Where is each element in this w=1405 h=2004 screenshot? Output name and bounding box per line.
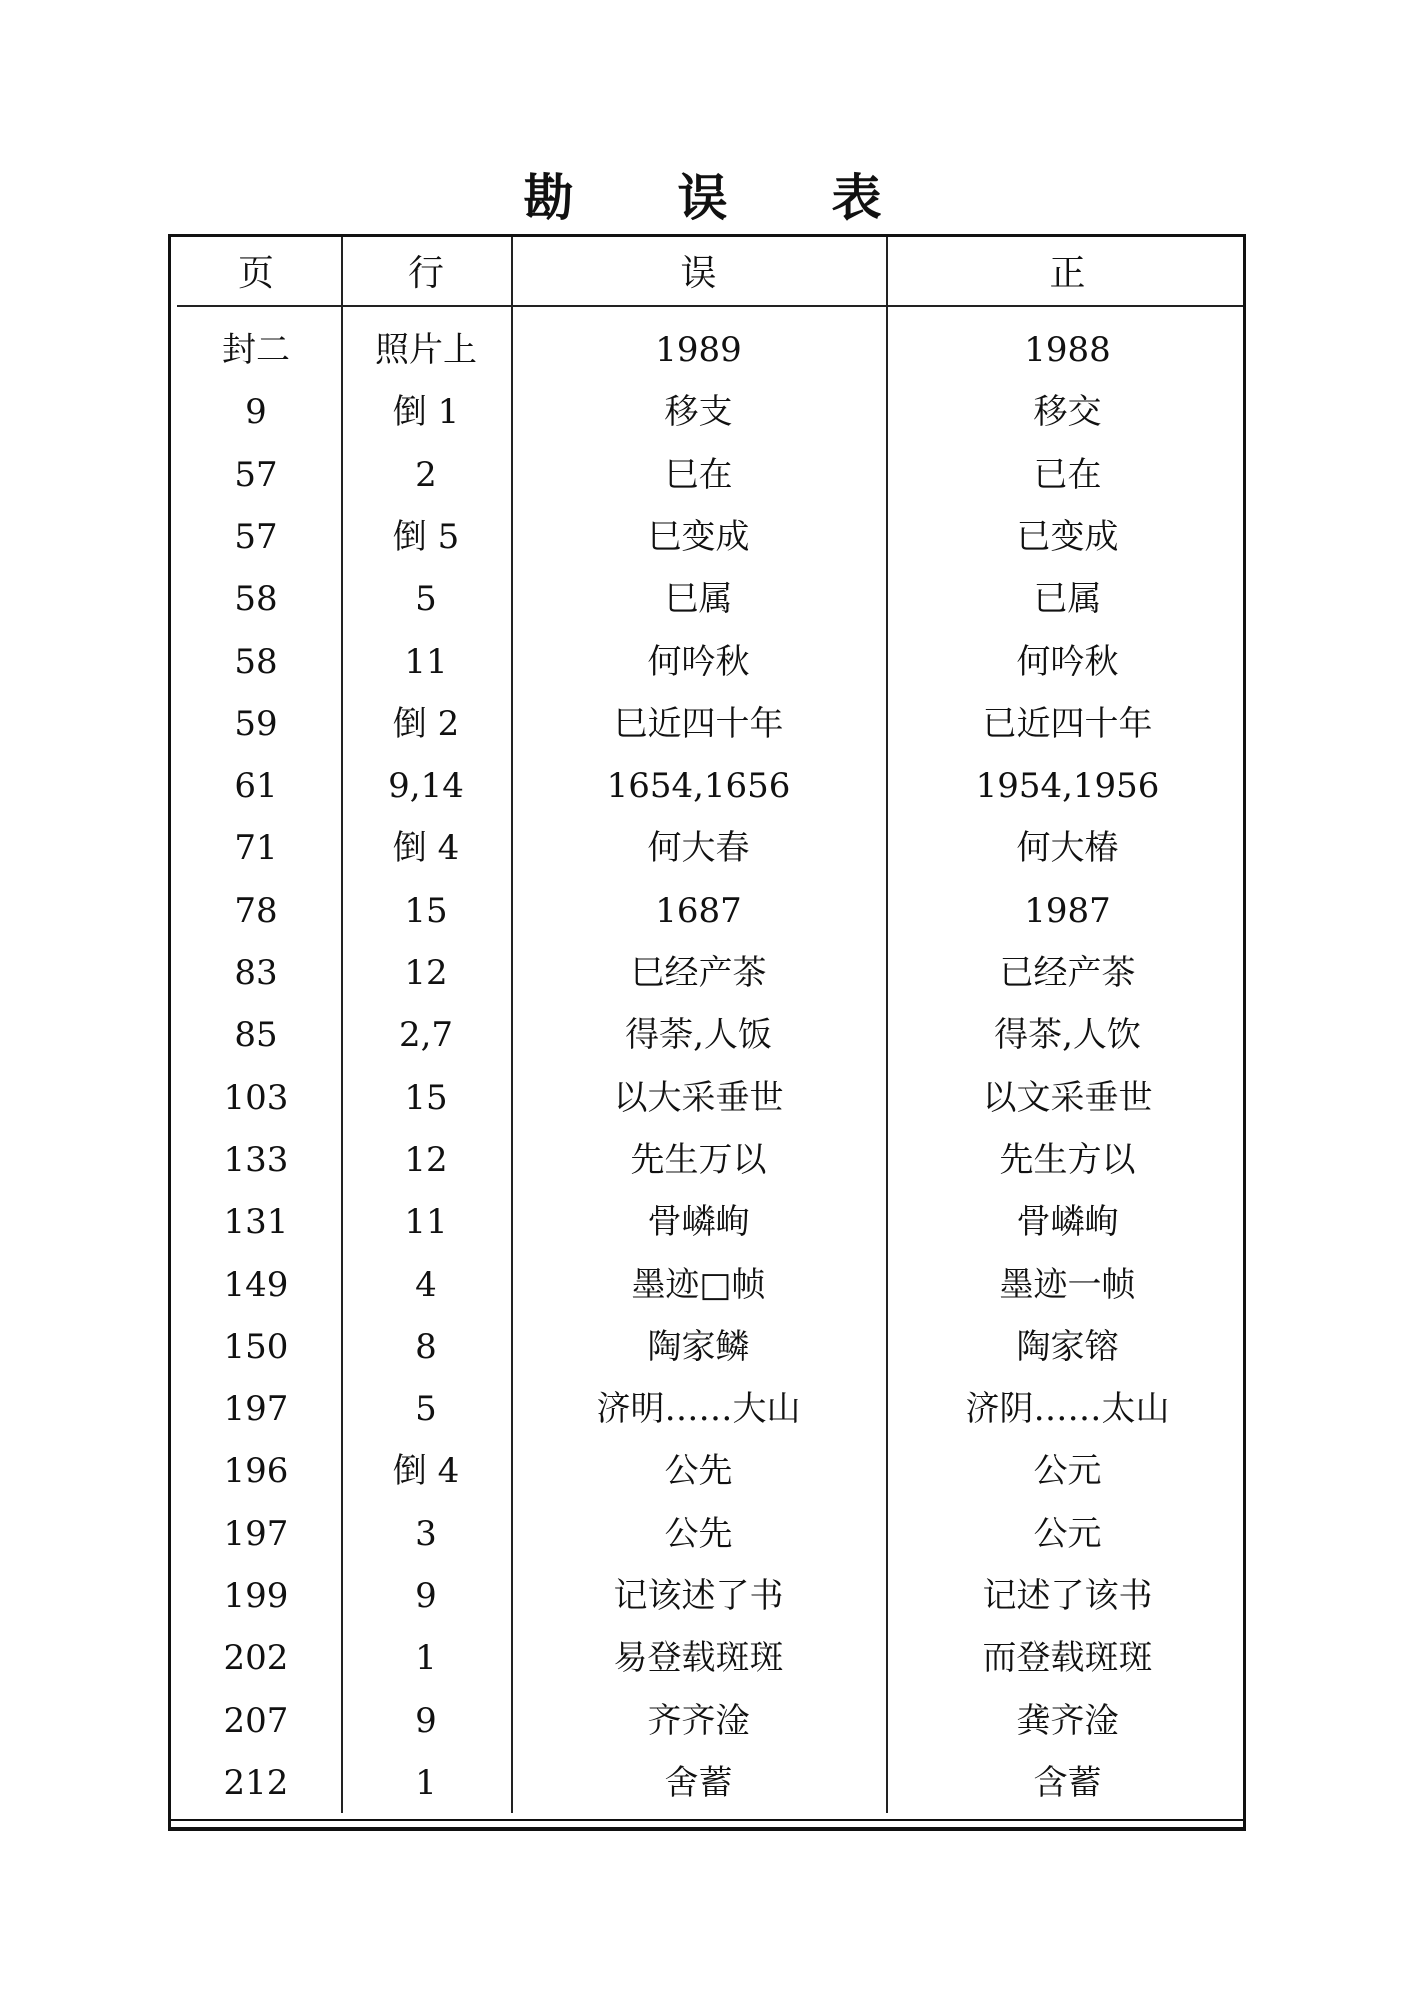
cell-correct: 以文采垂世 bbox=[982, 1077, 1153, 1118]
cell-line: 2 bbox=[415, 454, 437, 495]
cell-page: 封二 bbox=[222, 330, 290, 370]
cell-page: 61 bbox=[234, 766, 278, 807]
cell-line: 12 bbox=[404, 1139, 448, 1180]
table-row bbox=[171, 1752, 1249, 1814]
cell-page: 196 bbox=[223, 1451, 289, 1492]
cell-line: 3 bbox=[415, 1513, 437, 1554]
header-correct: 正 bbox=[1049, 253, 1086, 294]
cell-correct: 已经产茶 bbox=[999, 953, 1136, 993]
cell-wrong: 1687 bbox=[655, 890, 742, 931]
table-row bbox=[171, 506, 1249, 568]
cell-page: 78 bbox=[234, 890, 278, 931]
header-wrong: 误 bbox=[680, 253, 717, 294]
table-row bbox=[171, 1191, 1249, 1253]
table-row bbox=[171, 1254, 1249, 1316]
table-row bbox=[171, 568, 1249, 630]
cell-page: 202 bbox=[223, 1638, 289, 1679]
cell-wrong: 墨迹□帧 bbox=[631, 1264, 766, 1305]
table-row bbox=[171, 1378, 1249, 1440]
errata-table bbox=[168, 234, 1246, 1831]
table-row bbox=[171, 1690, 1249, 1752]
table-row bbox=[171, 1129, 1249, 1191]
cell-page: 212 bbox=[223, 1762, 289, 1803]
cell-line: 倒 5 bbox=[392, 516, 460, 557]
table-row bbox=[171, 1565, 1249, 1627]
cell-wrong: 济明……大山 bbox=[596, 1389, 801, 1430]
cell-wrong: 巳近四十年 bbox=[613, 703, 784, 744]
cell-wrong: 巳经产茶 bbox=[630, 953, 767, 993]
cell-wrong: 巳在 bbox=[664, 454, 733, 495]
cell-page: 58 bbox=[234, 579, 278, 620]
cell-correct: 已属 bbox=[1033, 579, 1102, 620]
cell-line: 2,7 bbox=[398, 1015, 454, 1056]
cell-wrong: 公先 bbox=[664, 1451, 733, 1492]
cell-correct: 墨迹一帧 bbox=[999, 1264, 1136, 1305]
cell-correct: 1954,1956 bbox=[975, 766, 1160, 807]
cell-correct: 济阴……太山 bbox=[965, 1389, 1170, 1430]
cell-wrong: 得荼,人饭 bbox=[625, 1015, 772, 1056]
cell-wrong: 移支 bbox=[664, 392, 733, 433]
table-row bbox=[171, 1004, 1249, 1066]
title-char-1: 勘 bbox=[523, 169, 574, 227]
cell-correct: 记述了该书 bbox=[982, 1576, 1153, 1616]
table-row bbox=[171, 1627, 1249, 1689]
table-row bbox=[171, 319, 1249, 381]
cell-correct: 得茶,人饮 bbox=[994, 1015, 1141, 1056]
cell-line: 倒 1 bbox=[392, 392, 460, 433]
cell-line: 4 bbox=[415, 1264, 437, 1305]
cell-wrong: 记该述了书 bbox=[613, 1576, 784, 1616]
cell-line: 11 bbox=[404, 1202, 448, 1243]
cell-wrong: 易登载斑斑 bbox=[613, 1638, 784, 1679]
cell-wrong: 骨嶙峋 bbox=[647, 1202, 750, 1243]
cell-page: 150 bbox=[223, 1326, 289, 1367]
cell-wrong: 何吟秋 bbox=[647, 641, 750, 682]
cell-correct: 龚齐淦 bbox=[1016, 1700, 1119, 1741]
cell-wrong: 陶家鳞 bbox=[647, 1326, 750, 1367]
cell-page: 133 bbox=[223, 1139, 289, 1180]
cell-page: 131 bbox=[223, 1202, 289, 1243]
cell-line: 照片上 bbox=[375, 330, 477, 370]
cell-wrong: 舍蓄 bbox=[664, 1762, 733, 1803]
cell-correct: 含蓄 bbox=[1033, 1762, 1102, 1803]
cell-wrong: 1989 bbox=[655, 330, 742, 370]
cell-line: 倒 4 bbox=[392, 1451, 460, 1492]
cell-wrong: 公先 bbox=[664, 1513, 733, 1554]
cell-page: 149 bbox=[223, 1264, 289, 1305]
cell-correct: 公元 bbox=[1033, 1451, 1102, 1492]
cell-page: 57 bbox=[234, 454, 278, 495]
table-row bbox=[171, 444, 1249, 506]
cell-correct: 已近四十年 bbox=[982, 703, 1153, 744]
header-divider bbox=[177, 305, 1243, 307]
cell-wrong: 先生万以 bbox=[630, 1139, 767, 1180]
table-row bbox=[171, 1503, 1249, 1565]
table-row bbox=[171, 1440, 1249, 1502]
header-page: 页 bbox=[237, 253, 274, 294]
cell-line: 5 bbox=[415, 579, 437, 620]
cell-line: 倒 4 bbox=[392, 828, 460, 869]
cell-page: 59 bbox=[234, 703, 278, 744]
table-row bbox=[171, 693, 1249, 755]
cell-wrong: 以大采垂世 bbox=[613, 1077, 784, 1118]
cell-correct: 移交 bbox=[1033, 392, 1102, 433]
cell-page: 199 bbox=[223, 1576, 289, 1616]
cell-page: 9 bbox=[245, 392, 267, 433]
cell-correct: 何吟秋 bbox=[1016, 641, 1119, 682]
table-row bbox=[171, 880, 1249, 942]
table-row bbox=[171, 1316, 1249, 1378]
cell-page: 85 bbox=[234, 1015, 278, 1056]
cell-correct: 骨嶙峋 bbox=[1016, 1202, 1119, 1243]
cell-line: 12 bbox=[404, 953, 448, 993]
table-row bbox=[171, 631, 1249, 693]
cell-correct: 已变成 bbox=[1016, 516, 1119, 557]
cell-correct: 先生方以 bbox=[999, 1139, 1136, 1180]
cell-page: 58 bbox=[234, 641, 278, 682]
cell-line: 5 bbox=[415, 1389, 437, 1430]
cell-correct: 1988 bbox=[1024, 330, 1111, 370]
cell-line: 倒 2 bbox=[392, 703, 460, 744]
title-char-3: 表 bbox=[831, 169, 882, 227]
cell-wrong: 巳变成 bbox=[647, 516, 750, 557]
cell-correct: 陶家镕 bbox=[1016, 1326, 1119, 1367]
cell-page: 197 bbox=[223, 1389, 289, 1430]
cell-line: 1 bbox=[415, 1638, 437, 1679]
cell-correct: 已在 bbox=[1033, 454, 1102, 495]
cell-correct: 公元 bbox=[1033, 1513, 1102, 1554]
page-title bbox=[0, 158, 1405, 230]
cell-wrong: 巳属 bbox=[664, 579, 733, 620]
cell-wrong: 何大春 bbox=[647, 828, 750, 869]
cell-page: 57 bbox=[234, 516, 278, 557]
cell-line: 11 bbox=[404, 641, 448, 682]
cell-line: 9 bbox=[415, 1700, 437, 1741]
cell-line: 15 bbox=[404, 1077, 448, 1118]
cell-correct: 1987 bbox=[1024, 890, 1111, 931]
cell-line: 9 bbox=[415, 1576, 437, 1616]
cell-line: 8 bbox=[415, 1326, 437, 1367]
title-char-2: 误 bbox=[677, 169, 728, 227]
table-row bbox=[171, 1067, 1249, 1129]
cell-page: 83 bbox=[234, 953, 278, 993]
cell-page: 71 bbox=[234, 828, 278, 869]
table-row bbox=[171, 381, 1249, 443]
cell-correct: 而登载斑斑 bbox=[982, 1638, 1153, 1679]
table-row bbox=[171, 817, 1249, 879]
cell-line: 9,14 bbox=[388, 766, 464, 807]
cell-correct: 何大椿 bbox=[1016, 828, 1119, 869]
cell-page: 207 bbox=[223, 1700, 289, 1741]
cell-line: 15 bbox=[404, 890, 448, 931]
table-row bbox=[171, 942, 1249, 1004]
header-line: 行 bbox=[407, 253, 444, 294]
cell-wrong: 齐齐淦 bbox=[647, 1700, 750, 1741]
table-row bbox=[171, 755, 1249, 817]
cell-line: 1 bbox=[415, 1762, 437, 1803]
cell-wrong: 1654,1656 bbox=[606, 766, 791, 807]
cell-page: 197 bbox=[223, 1513, 289, 1554]
cell-page: 103 bbox=[223, 1077, 289, 1118]
